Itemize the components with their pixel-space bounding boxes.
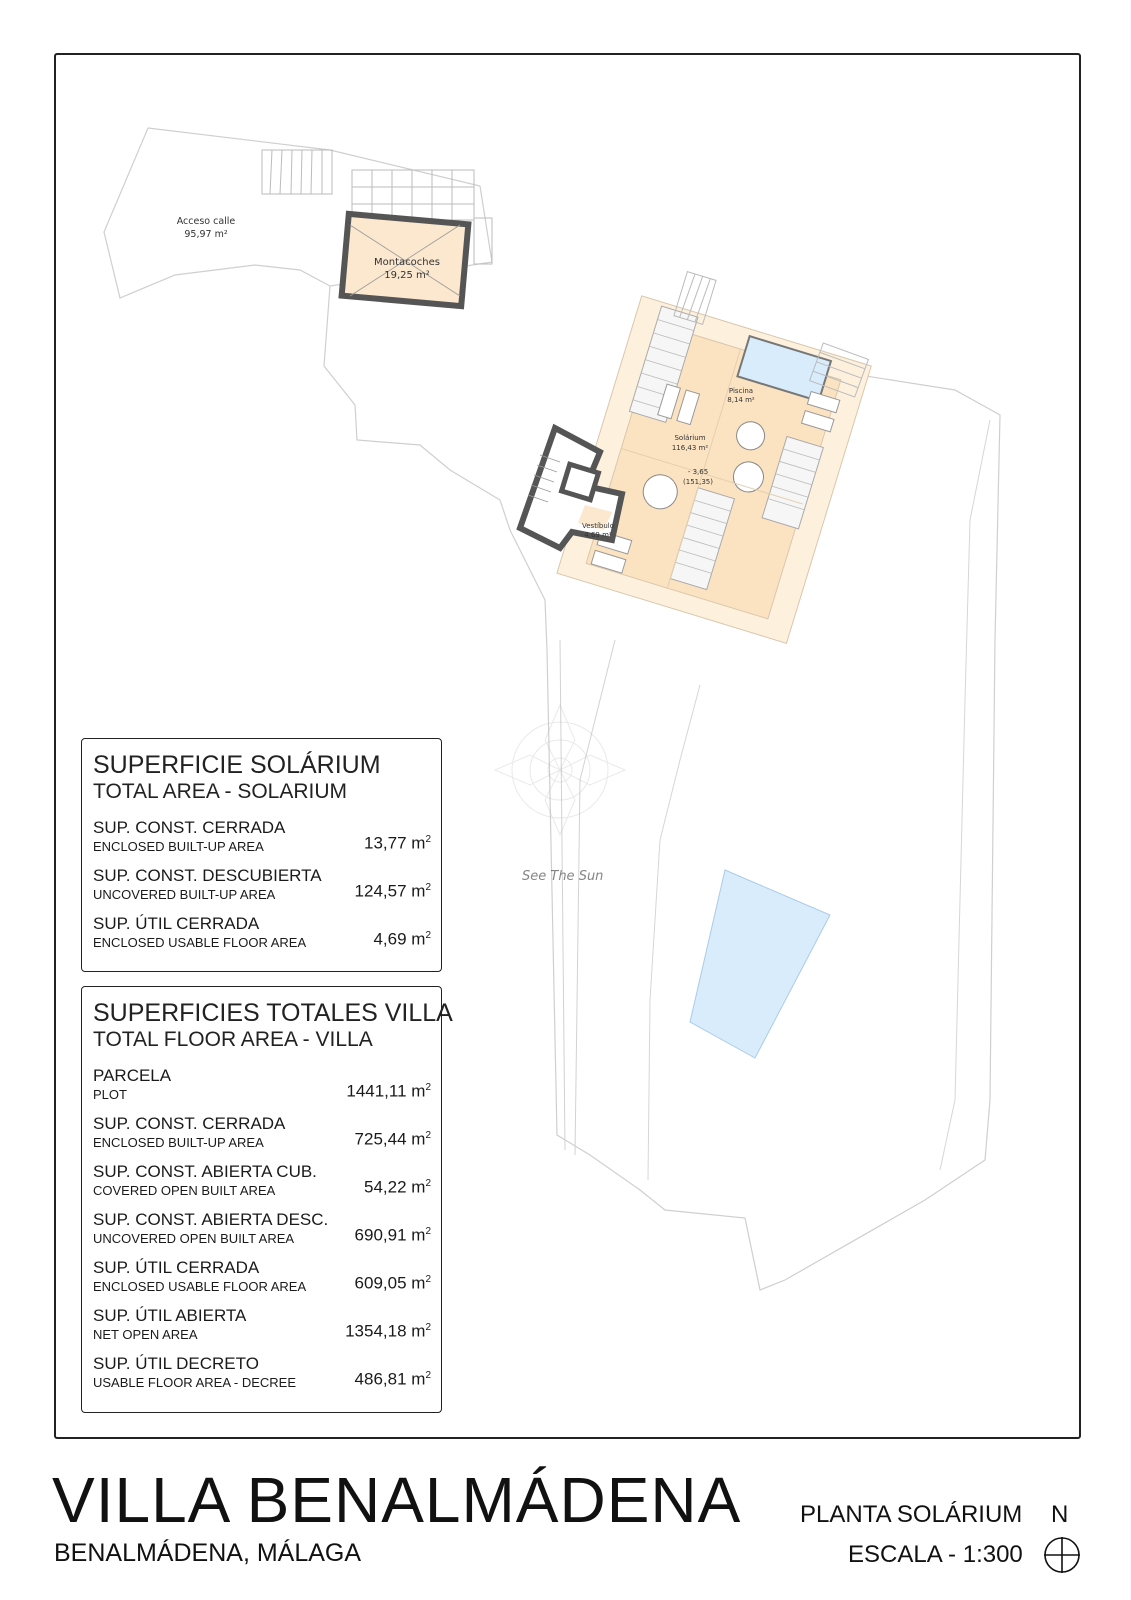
- row-value: 124,57 $m^2$: [354, 881, 431, 901]
- row-value: 13,77 $m^2$: [364, 833, 431, 853]
- row-value: 609,05 $m^2$: [354, 1273, 431, 1293]
- piscina-area: 8,14 m²: [727, 396, 755, 404]
- row-sublabel: PLOT: [93, 1087, 127, 1102]
- row-sublabel: ENCLOSED USABLE FLOOR AREA: [93, 935, 307, 950]
- vestibulo-label: Vestíbulo: [582, 522, 614, 530]
- row-sublabel: NET OPEN AREA: [93, 1327, 198, 1342]
- table-row: [93, 1210, 431, 1258]
- table-row: [93, 914, 431, 962]
- row-sublabel: ENCLOSED BUILT-UP AREA: [93, 839, 264, 854]
- row-value: 690,91 $m^2$: [354, 1225, 431, 1245]
- plan-name: PLANTA SOLÁRIUM: [800, 1501, 1023, 1528]
- table-row: [93, 1162, 431, 1210]
- row-label: SUP. ÚTIL ABIERTA: [93, 1306, 247, 1325]
- table-row: [93, 1114, 431, 1162]
- row-value: 725,44 $m^2$: [354, 1129, 431, 1149]
- piscina-label: Piscina: [728, 387, 754, 395]
- montacoches-area: 19,25 m²: [384, 270, 430, 281]
- row-label: SUP. CONST. ABIERTA CUB.: [93, 1162, 317, 1181]
- row-value: 486,81 $m^2$: [354, 1369, 431, 1389]
- mandala-logo: [495, 705, 625, 835]
- row-label: SUP. CONST. CERRADA: [93, 1114, 286, 1133]
- row-label: SUP. ÚTIL DECRETO: [93, 1354, 259, 1373]
- level-value: - 3,65: [687, 468, 709, 476]
- table-subtitle: TOTAL AREA - SOLARIUM: [93, 780, 348, 803]
- row-sublabel: ENCLOSED USABLE FLOOR AREA: [93, 1279, 307, 1294]
- solarium-area-table: [81, 738, 442, 972]
- row-label: PARCELA: [93, 1066, 172, 1085]
- row-value: 54,22 $m^2$: [364, 1177, 431, 1197]
- table-row: [93, 1258, 431, 1306]
- table-row: [93, 818, 431, 866]
- row-label: SUP. ÚTIL CERRADA: [93, 1258, 260, 1277]
- lower-pool: [690, 870, 830, 1058]
- plan-scale: ESCALA - 1:300: [848, 1541, 1023, 1568]
- row-sublabel: USABLE FLOOR AREA - DECREE: [93, 1375, 297, 1390]
- row-sublabel: ENCLOSED BUILT-UP AREA: [93, 1135, 264, 1150]
- solarium-terrace: [557, 296, 871, 643]
- row-value: 1354,18 $m^2$: [345, 1321, 431, 1341]
- villa-location: BENALMÁDENA, MÁLAGA: [54, 1539, 362, 1567]
- acceso-area: 95,97 m²: [184, 229, 228, 240]
- table-title: SUPERFICIE SOLÁRIUM: [93, 751, 381, 779]
- row-sublabel: UNCOVERED OPEN BUILT AREA: [93, 1231, 295, 1246]
- villa-title: VILLA BENALMÁDENA: [52, 1464, 742, 1536]
- table-row: [93, 1066, 431, 1114]
- table-row: [93, 1306, 431, 1354]
- row-label: SUP. CONST. DESCUBIERTA: [93, 866, 322, 885]
- solarium-label: Solárium: [674, 434, 706, 442]
- row-sublabel: UNCOVERED BUILT-UP AREA: [93, 887, 276, 902]
- row-value: 1441,11 $m^2$: [346, 1081, 431, 1101]
- vestibulo-area: 4,69 m²: [584, 531, 612, 539]
- north-label: N: [1051, 1501, 1069, 1528]
- table-row: [93, 1354, 431, 1402]
- villa-area-table: [81, 986, 453, 1413]
- table-title: SUPERFICIES TOTALES VILLA: [93, 999, 453, 1027]
- row-label: SUP. CONST. ABIERTA DESC.: [93, 1210, 329, 1229]
- row-label: SUP. ÚTIL CERRADA: [93, 914, 260, 933]
- acceso-label: Acceso calle: [176, 216, 236, 227]
- row-label: SUP. CONST. CERRADA: [93, 818, 286, 837]
- level-ref: (151,35): [683, 478, 713, 486]
- watermark-text: See The Sun: [522, 869, 604, 884]
- north-arrow-icon: [1043, 1536, 1081, 1574]
- row-sublabel: COVERED OPEN BUILT AREA: [93, 1183, 276, 1198]
- montacoches-label: Montacoches: [374, 257, 440, 268]
- table-subtitle: TOTAL FLOOR AREA - VILLA: [93, 1028, 373, 1051]
- table-row: [93, 866, 431, 914]
- row-value: 4,69 $m^2$: [373, 929, 431, 949]
- solarium-area: 116,43 m²: [671, 444, 709, 452]
